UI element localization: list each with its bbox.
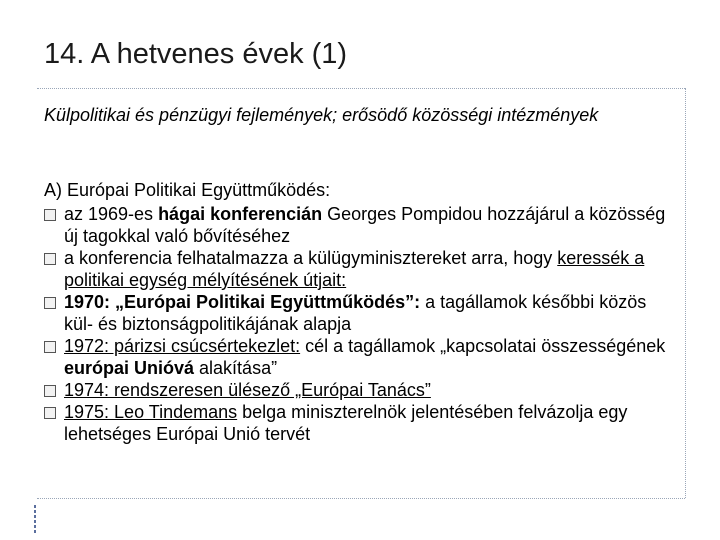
bullet-box-icon [44, 253, 56, 265]
title-divider [37, 88, 685, 89]
bullet-item [44, 379, 679, 401]
bullet-item [44, 335, 679, 379]
bullet-box-icon [44, 297, 56, 309]
bullet-text: keressék a politikai egység mélyítésének útjait: [64, 248, 645, 290]
bullet-text: alakítása” [194, 358, 278, 378]
bullet-item [44, 247, 679, 291]
bottom-border [37, 498, 685, 499]
bullet-box-icon [44, 407, 56, 419]
bullet-box-icon [44, 209, 56, 221]
bullet-text: az 1969-es [64, 204, 159, 224]
bullet-box-icon [44, 341, 56, 353]
bullet-text: 1975: Leo Tindemans [64, 402, 238, 422]
slide-title: 14. A hetvenes évek (1) [44, 38, 348, 70]
corner-decoration-icon [30, 505, 40, 533]
bullet-item [44, 291, 679, 335]
bullet-text: a tagállamok későbbi közös kül- és biztonságpolitikájának alapja [64, 292, 647, 334]
slide-subtitle [44, 104, 664, 126]
bullet-text: Georges Pompidou hozzájárul a közösség új tagokkal való bővítéséhez [64, 204, 666, 246]
bullet-item [44, 203, 679, 247]
bullet-list [44, 203, 679, 445]
right-border [685, 88, 686, 498]
bullet-text: a konferencia felhatalmazza a külügyminisztereket arra, hogy [64, 248, 558, 268]
bullet-text: belga miniszterelnök jelentésében felvázolja egy lehetséges Európai Unió tervét [64, 402, 628, 444]
bullet-text: 1970: „Európai Politikai Együttműködés”: [64, 292, 421, 312]
section-heading: A) Európai Politikai Együttműködés: [44, 180, 331, 200]
bullet-item [44, 401, 679, 445]
slide-content [44, 179, 679, 445]
bullet-text: 1974: rendszeresen ülésező „Európai Tanács” [64, 380, 431, 400]
bullet-text: cél a tagállamok „kapcsolatai összességének [300, 336, 666, 356]
subtitle-text: Külpolitikai és pénzügyi fejlemények; erősödő közösségi intézmények [44, 105, 599, 125]
bullet-text: európai Unióvá [64, 358, 195, 378]
bullet-box-icon [44, 385, 56, 397]
bullet-text: 1972: párizsi csúcsértekezlet: [64, 336, 301, 356]
bullet-text: hágai konferencián [158, 204, 323, 224]
